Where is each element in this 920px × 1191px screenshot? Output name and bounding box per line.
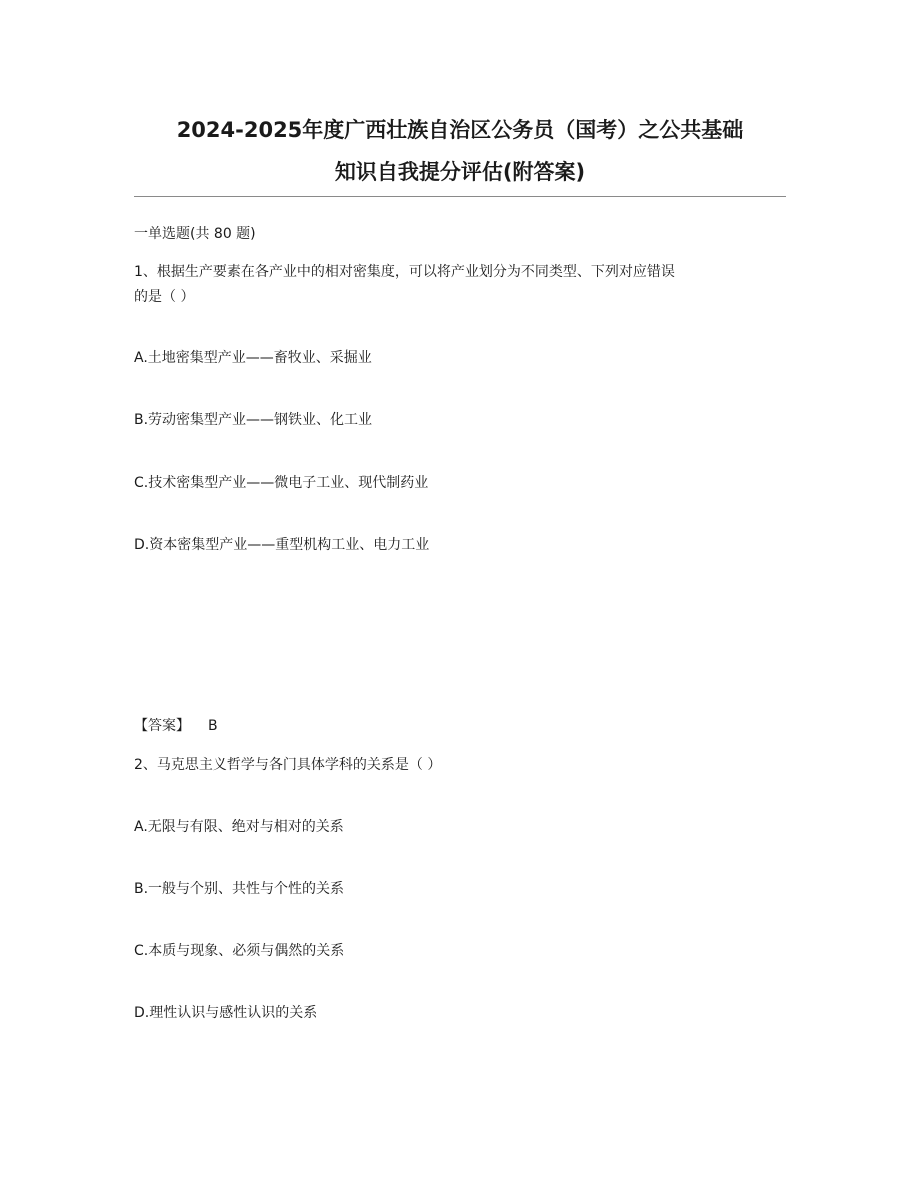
question-1-stem-line-2: 的是（ ） xyxy=(134,289,195,305)
answer-value: B xyxy=(208,718,218,734)
document-title-line-1: 2024-2025年度广西壮族自治区公务员（国考）之公共基础 xyxy=(176,118,744,142)
question-2-option-d: D.理性认识与感性认识的关系 xyxy=(134,1005,318,1021)
question-2-option-b: B.一般与个别、共性与个性的关系 xyxy=(134,881,345,897)
question-2-option-a: A.无限与有限、绝对与相对的关系 xyxy=(134,819,344,835)
question-2-option-c: C.本质与现象、必须与偶然的关系 xyxy=(134,943,345,959)
question-1-option-b: B.劳动密集型产业——钢铁业、化工业 xyxy=(134,412,373,428)
question-1-option-c: C.技术密集型产业——微电子工业、现代制药业 xyxy=(134,475,429,491)
question-1-answer xyxy=(134,714,218,738)
question-1-option-d: D.资本密集型产业——重型机构工业、电力工业 xyxy=(134,537,430,553)
section-heading: 一单选题(共 80 题) xyxy=(134,226,256,242)
answer-label: 【答案】 xyxy=(134,718,190,734)
question-1-option-a: A.土地密集型产业——畜牧业、采掘业 xyxy=(134,350,372,366)
title-divider xyxy=(134,196,786,197)
document-title-line-2: 知识自我提分评估(附答案) xyxy=(334,160,586,184)
question-2-stem: 2、马克思主义哲学与各门具体学科的关系是（ ） xyxy=(134,757,442,773)
question-1-stem-line-1: 1、根据生产要素在各产业中的相对密集度，可以将产业划分为不同类型、下列对应错误 xyxy=(134,264,675,280)
